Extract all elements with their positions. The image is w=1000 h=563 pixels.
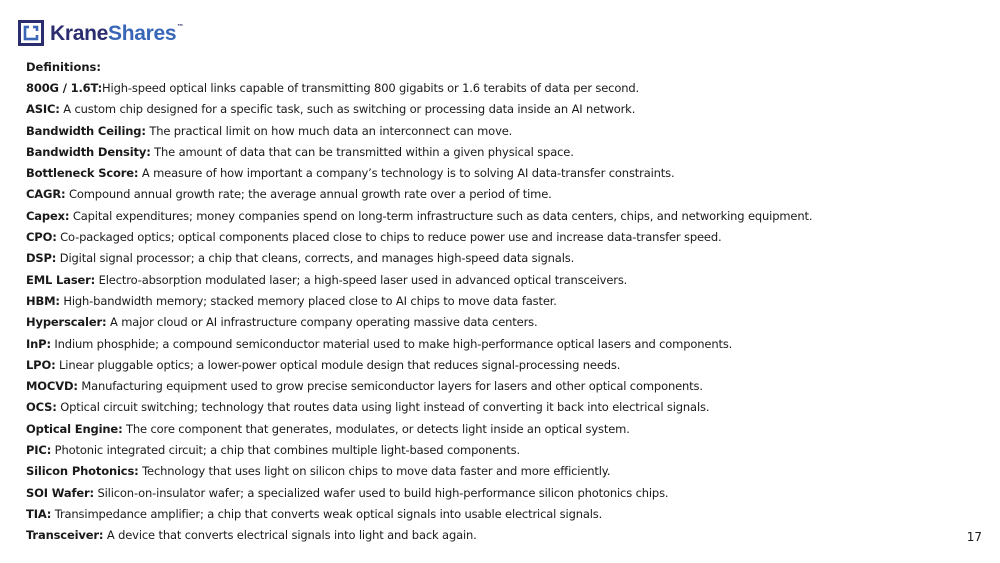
definition-text: A device that converts electrical signals into light and back again. — [103, 528, 477, 543]
definition-item — [26, 273, 966, 294]
definition-text: A custom chip designed for a specific task, such as switching or processing data inside an AI network. — [59, 102, 636, 117]
kraneshares-logo — [18, 17, 183, 49]
definition-term: Bandwidth Density: — [26, 144, 151, 159]
definition-text: The amount of data that can be transmitted within a given physical space. — [150, 144, 574, 159]
definition-text: The practical limit on how much data an interconnect can move. — [145, 123, 513, 138]
definition-item — [26, 230, 966, 251]
definition-text: The core component that generates, modulates, or detects light inside an optical system. — [122, 421, 630, 436]
definition-term: Optical Engine: — [26, 421, 123, 436]
definition-text: Manufacturing equipment used to grow precise semiconductor layers for lasers and other optical components. — [77, 379, 703, 394]
definition-term: DSP: — [26, 251, 57, 266]
definition-item — [26, 358, 966, 379]
definition-item — [26, 337, 966, 358]
definition-text: Capital expenditures; money companies spend on long-term infrastructure such as data centers, chips, and networking equipment. — [69, 208, 813, 223]
definition-text: High-speed optical links capable of transmitting 800 gigabits or 1.6 terabits of data per second. — [102, 81, 640, 95]
definition-text: Compound annual growth rate; the average annual growth rate over a period of time. — [65, 187, 552, 202]
definition-text: A major cloud or AI infrastructure company operating massive data centers. — [106, 315, 538, 330]
definition-item — [26, 379, 966, 400]
definition-item — [26, 443, 966, 464]
definition-term: TIA: — [26, 506, 52, 521]
logo-text-krane: Krane — [50, 21, 109, 45]
definition-text: Co-packaged optics; optical components placed close to chips to reduce power use and increase data-transfer speed. — [56, 230, 722, 245]
definition-term: ASIC: — [26, 102, 60, 117]
definition-term: InP: — [26, 336, 51, 351]
definition-text: Photonic integrated circuit; a chip that combines multiple light-based components. — [51, 443, 521, 458]
logo-trademark: ™ — [177, 23, 183, 30]
definition-item — [26, 187, 966, 208]
definition-item — [26, 145, 966, 166]
definition-term: CAGR: — [26, 187, 66, 202]
definition-text: Electro-absorption modulated laser; a high-speed laser used in advanced optical transceivers. — [95, 272, 628, 287]
definition-term: HBM: — [26, 293, 60, 308]
definition-term: Transceiver: — [26, 528, 104, 543]
definition-text: Linear pluggable optics; a lower-power optical module design that reduces signal-processing needs. — [55, 357, 621, 372]
definition-term: Silicon Photonics: — [26, 464, 139, 479]
logo-mark-icon — [18, 20, 44, 46]
definition-text: High-bandwidth memory; stacked memory placed close to AI chips to move data faster. — [59, 293, 557, 308]
definition-term: Hyperscaler: — [26, 315, 107, 330]
definition-item — [26, 209, 966, 230]
definition-item — [26, 422, 966, 443]
logo-wordmark — [50, 23, 183, 44]
definitions-list — [26, 81, 966, 550]
definition-term: CPO: — [26, 230, 57, 245]
definition-item — [26, 315, 966, 336]
definition-item — [26, 464, 966, 485]
definition-term: MOCVD: — [26, 379, 78, 394]
definition-item — [26, 102, 966, 123]
definition-item — [26, 528, 966, 549]
definition-term: OCS: — [26, 400, 57, 415]
definition-text: Silicon-on-insulator wafer; a specialized wafer used to build high-performance silicon photonics chips. — [93, 485, 669, 500]
definition-term: EML Laser: — [26, 272, 96, 287]
definition-text: A measure of how important a company’s technology is to solving AI data-transfer constraints. — [138, 166, 675, 181]
definition-item — [26, 507, 966, 528]
definition-text: Indium phosphide; a compound semiconductor material used to make high-performance optical lasers and components. — [50, 336, 733, 351]
definition-item — [26, 124, 966, 145]
definition-text: Transimpedance amplifier; a chip that converts weak optical signals into usable electrical signals. — [51, 506, 603, 521]
definition-term: SOI Wafer: — [26, 485, 94, 500]
definition-item — [26, 81, 966, 102]
definition-item — [26, 166, 966, 187]
logo-text-shares: Shares — [108, 21, 177, 45]
definition-item — [26, 251, 966, 272]
definition-text: Digital signal processor; a chip that cleans, corrects, and manages high-speed data signals. — [56, 251, 575, 266]
definition-item — [26, 400, 966, 421]
definition-text: Technology that uses light on silicon chips to move data faster and more efficiently. — [138, 464, 611, 479]
definition-item — [26, 486, 966, 507]
definition-term: Capex: — [26, 208, 70, 223]
definition-text: Optical circuit switching; technology that routes data using light instead of converting it back into electrical signals. — [56, 400, 710, 415]
definition-term: 800G / 1.6T: — [26, 81, 103, 95]
definition-term: PIC: — [26, 443, 52, 458]
page-number: 17 — [966, 530, 982, 544]
definition-term: LPO: — [26, 357, 56, 372]
definition-item — [26, 294, 966, 315]
definition-term: Bottleneck Score: — [26, 166, 139, 181]
definition-term: Bandwidth Ceiling: — [26, 123, 146, 138]
definitions-heading: Definitions: — [26, 60, 101, 74]
